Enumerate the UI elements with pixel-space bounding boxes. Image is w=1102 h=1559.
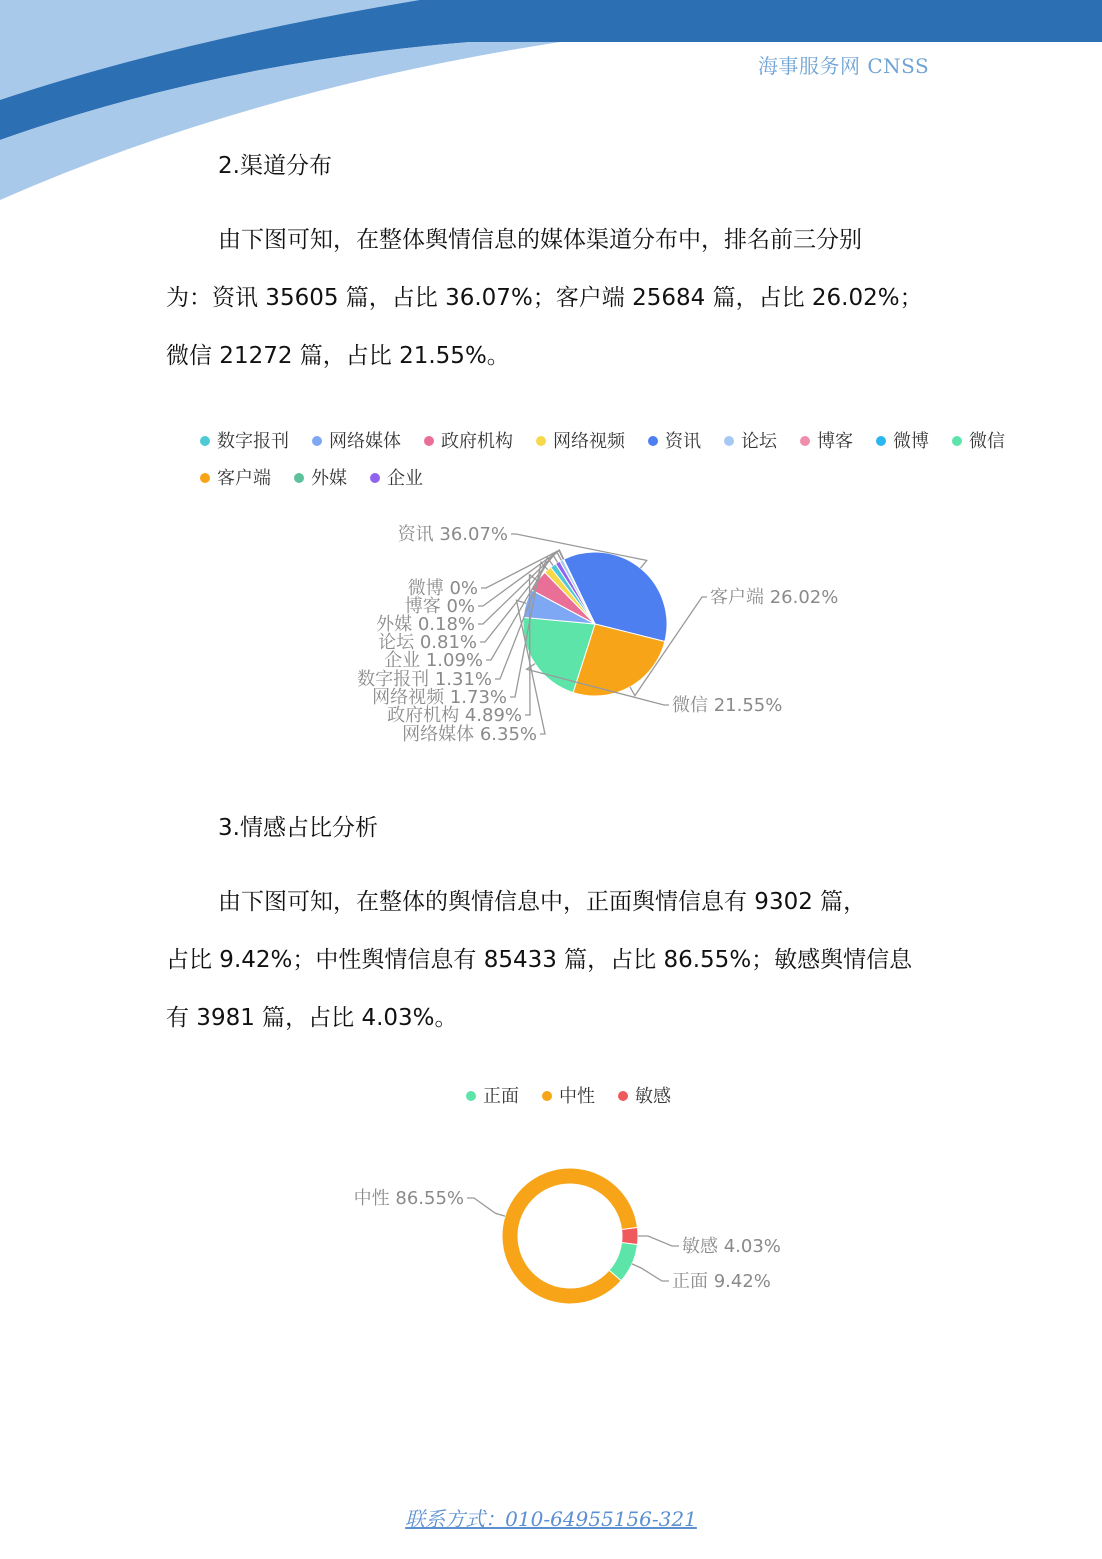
- label-leader-line: [632, 1264, 669, 1281]
- section-heading-channel: 2.渠道分布: [218, 153, 332, 179]
- section-heading-sentiment: 3.情感占比分析: [218, 815, 378, 841]
- legend-item[interactable]: 正面: [483, 1086, 519, 1107]
- slice-label: 客户端 26.02%: [710, 587, 839, 608]
- legend-swatch: [200, 436, 210, 446]
- legend-swatch: [466, 1091, 476, 1101]
- donut-slice[interactable]: [622, 1227, 638, 1244]
- paragraph-line: 由下图可知，在整体的舆情信息中，正面舆情信息有 9302 篇，: [218, 889, 867, 915]
- legend-item[interactable]: 企业: [387, 468, 423, 489]
- legend-item[interactable]: 网络媒体: [329, 431, 401, 452]
- paragraph-line: 占比 9.42%；中性舆情信息有 85433 篇，占比 86.55%；敏感舆情信息: [166, 947, 913, 973]
- paragraph-line: 由下图可知，在整体舆情信息的媒体渠道分布中，排名前三分别: [218, 227, 862, 253]
- legend-item[interactable]: 外媒: [311, 468, 347, 489]
- brand-title: 海事服务网 CNSS: [758, 54, 930, 78]
- header-banner: [0, 0, 1102, 210]
- slice-label: 敏感 4.03%: [682, 1236, 781, 1257]
- legend-swatch: [800, 436, 810, 446]
- legend-item[interactable]: 政府机构: [441, 431, 513, 452]
- slice-label: 中性 86.55%: [353, 1188, 464, 1209]
- slice-label: 微信 21.55%: [672, 695, 783, 716]
- legend-swatch: [424, 436, 434, 446]
- legend-item[interactable]: 数字报刊: [217, 431, 289, 452]
- legend-item[interactable]: 微博: [893, 431, 929, 452]
- slice-label: 数字报刊 1.31%: [357, 669, 492, 690]
- legend-swatch: [648, 436, 658, 446]
- legend-swatch: [370, 473, 380, 483]
- legend-swatch: [542, 1091, 552, 1101]
- label-leader-line: [467, 1198, 505, 1216]
- slice-label: 政府机构 4.89%: [387, 705, 522, 726]
- legend-item[interactable]: 网络视频: [553, 431, 625, 452]
- slice-label: 企业 1.09%: [384, 650, 483, 671]
- slice-label: 微博 0%: [407, 578, 478, 599]
- legend-swatch: [200, 473, 210, 483]
- legend-item[interactable]: 微信: [969, 431, 1005, 452]
- slice-label: 正面 9.42%: [672, 1271, 771, 1292]
- contact-footer: 联系方式：010-64955156-321: [405, 1507, 697, 1531]
- donut-slice[interactable]: [502, 1168, 637, 1304]
- slice-label: 论坛 0.81%: [378, 632, 477, 653]
- legend-swatch: [952, 436, 962, 446]
- legend-swatch: [618, 1091, 628, 1101]
- legend-item[interactable]: 资讯: [665, 431, 701, 452]
- paragraph-line: 有 3981 篇，占比 4.03%。: [166, 1005, 458, 1031]
- paragraph-line: 微信 21272 篇，占比 21.55%。: [166, 343, 510, 369]
- legend-item[interactable]: 敏感: [635, 1086, 671, 1107]
- legend-swatch: [312, 436, 322, 446]
- section-paragraph-channel: [166, 211, 956, 385]
- legend-item[interactable]: 博客: [817, 431, 853, 452]
- slice-label: 外媒 0.18%: [376, 614, 475, 635]
- legend-swatch: [294, 473, 304, 483]
- legend-item[interactable]: 客户端: [217, 468, 271, 489]
- section-paragraph-sentiment: [166, 873, 956, 1047]
- channel-pie-chart: [0, 410, 1102, 760]
- legend-swatch: [724, 436, 734, 446]
- slice-label: 资讯 36.07%: [397, 524, 508, 545]
- sentiment-donut-chart: [0, 1070, 1102, 1330]
- slice-label: 网络媒体 6.35%: [402, 724, 537, 745]
- slice-label: 网络视频 1.73%: [372, 687, 507, 708]
- legend-item[interactable]: 中性: [559, 1086, 595, 1107]
- paragraph-line: 为：资讯 35605 篇，占比 36.07%；客户端 25684 篇，占比 26.02%；: [166, 285, 923, 311]
- legend-swatch: [876, 436, 886, 446]
- label-leader-line: [638, 1236, 679, 1246]
- legend-swatch: [536, 436, 546, 446]
- legend-item[interactable]: 论坛: [741, 431, 777, 452]
- slice-label: 博客 0%: [404, 596, 475, 617]
